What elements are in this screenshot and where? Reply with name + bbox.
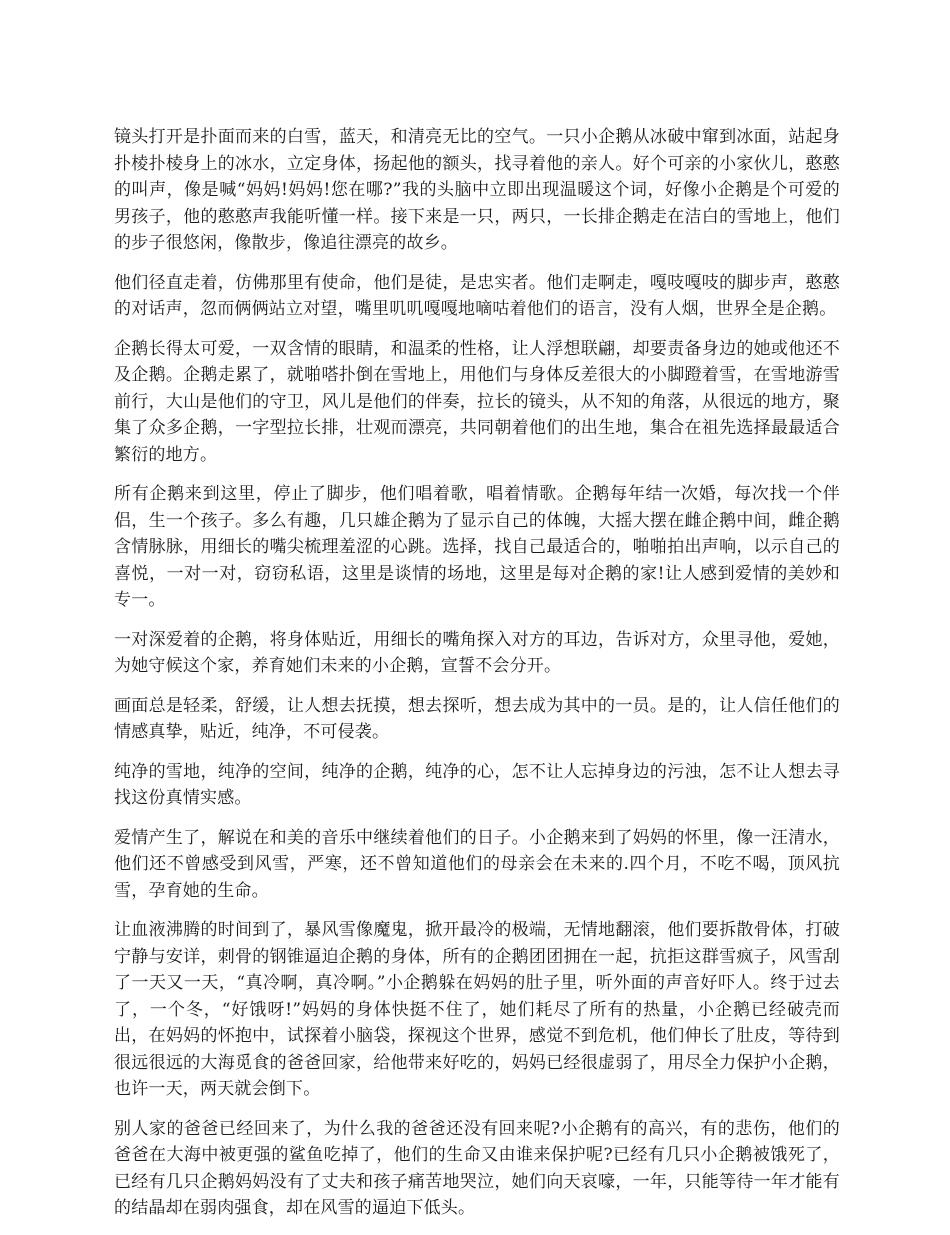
paragraph-9: 让血液沸腾的时间到了，暴风雪像魔鬼，掀开最冷的极端，无情地翻滚，他们要拆散骨体，打破宁静与安详，刺骨的钢锥逼迫企鹅的身体，所有的企鹅团团拥在一起，抗拒这群雪疯子，风雪刮了一天又一天，“真冷啊，真冷啊。”小企鹅躲在妈妈的肚子里，听外面的声音好吓人。终于过去了，一个冬，“好饿呀!”妈妈的身体快挺不住了，她们耗尽了所有的热量，小企鹅已经破壳而出，在妈妈的怀抱中，试探着小脑袋，探视这个世界，感觉不到危机，他们伸长了肚皮，等待到很远很远的大海觅食的爸爸回家，给他带来好吃的，妈妈已经很虚弱了，用尽全力保护小企鹅，也许一天，两天就会倒下。 [114,920,840,1099]
paragraph-6: 画面总是轻柔，舒缓，让人想去抚摸，想去探听，想去成为其中的一员。是的，让人信任他们的情感真挚，贴近，纯净，不可侵袭。 [114,695,840,742]
paragraph-2: 他们径直走着，仿佛那里有使命，他们是徒，是忠实者。他们走啊走，嘎吱嘎吱的脚步声，憨憨的对话声，忽而俩俩站立对望，嘴里叽叽嘎嘎地嘀咕着他们的语言，没有人烟，世界全是企鹅。 [114,272,840,319]
document-body [114,124,840,1235]
paragraph-10: 别人家的爸爸已经回来了，为什么我的爸爸还没有回来呢?小企鹅有的高兴，有的悲伤，他们的爸爸在大海中被更强的鲨鱼吃掉了，他们的生命又由谁来保护呢?已经有几只小企鹅被饿死了，已经有几只企鹅妈妈没有了丈夫和孩子痛苦地哭泣，她们向天哀嚎，一年，只能等待一年才能有的结晶却在弱肉强食，却在风雪的逼迫下低头。 [114,1118,840,1218]
paragraph-3: 企鹅长得太可爱，一双含情的眼睛，和温柔的性格，让人浮想联翩，却要责备身边的她或他还不及企鹅。企鹅走累了，就啪嗒扑倒在雪地上，用他们与身体反差很大的小脚蹬着雪，在雪地游雪前行，大山是他们的守卫，风儿是他们的伴奏，拉长的镜头，从不知的角落，从很远的地方，聚集了众多企鹅，一字型拉长排，壮观而漂亮，共同朝着他们的出生地，集合在祖先选择最最适合繁衍的地方。 [114,338,840,465]
paragraph-1: 镜头打开是扑面而来的白雪，蓝天，和清亮无比的空气。一只小企鹅从冰破中窜到冰面，站起身扑棱扑棱身上的冰水，立定身体，扬起他的额头，找寻着他的亲人。好个可亲的小家伙儿，憨憨的叫声，像是喊“妈妈!妈妈!您在哪?”我的头脑中立即出现温暖这个词，好像小企鹅是个可爱的男孩子，他的憨憨声我能听懂一样。接下来是一只，两只，一长排企鹅走在洁白的雪地上，他们的步子很悠闲，像散步，像追往漂亮的故乡。 [114,127,840,253]
paragraph-4: 所有企鹅来到这里，停止了脚步，他们唱着歌，唱着情歌。企鹅每年结一次婚，每次找一个伴侣，生一个孩子。多么有趣，几只雄企鹅为了显示自己的体魄，大摇大摆在雌企鹅中间，雌企鹅含情脉脉，用细长的嘴尖梳理羞涩的心跳。选择，找自己最适合的，啪啪拍出声响，以示自己的喜悦，一对一对，窃窃私语，这里是谈情的场地，这里是每对企鹅的家!让人感到爱情的美妙和专一。 [114,484,840,610]
paragraph-7: 纯净的雪地，纯净的空间，纯净的企鹅，纯净的心，怎不让人忘掉身边的污浊，怎不让人想去寻找这份真情实感。 [114,761,840,808]
paragraph-8: 爱情产生了，解说在和美的音乐中继续着他们的日子。小企鹅来到了妈妈的怀里，像一汪清水，他们还不曾感受到风雪，严寒，还不曾知道他们的母亲会在未来的.四个月，不吃不喝，顶风抗雪，孕育她的生命。 [114,827,840,901]
paragraph-5: 一对深爱着的企鹅，将身体贴近，用细长的嘴角探入对方的耳边，告诉对方，众里寻他，爱她，为她守候这个家，养育她们未来的小企鹅，宣誓不会分开。 [114,629,840,676]
